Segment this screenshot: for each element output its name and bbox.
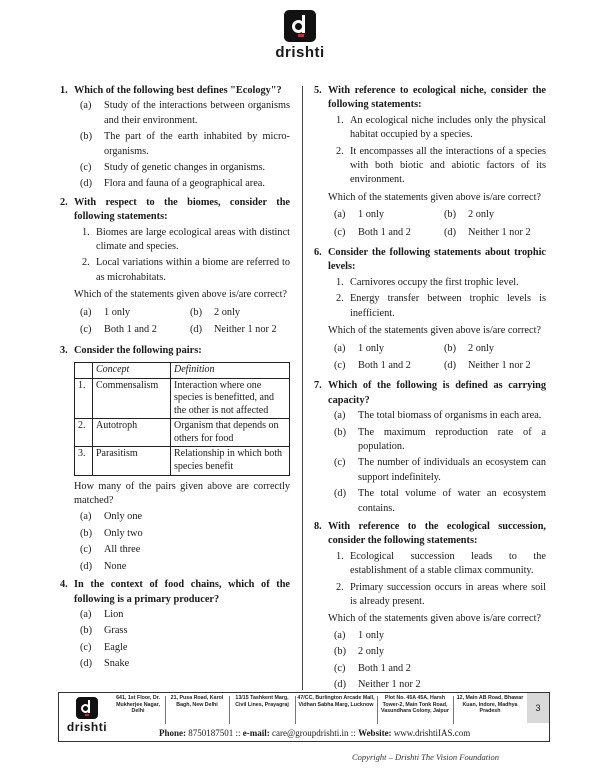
contact-separator: :: — [235, 728, 241, 738]
option-text: 2 only — [358, 646, 385, 658]
option-label: (a) — [80, 306, 92, 318]
statement-number: 1. — [336, 276, 344, 288]
footer — [58, 692, 550, 742]
statement-text: Energy transfer between trophic levels is inefficient. — [350, 293, 546, 319]
option-text: 1 only — [358, 629, 385, 641]
answer-option[interactable] — [80, 657, 290, 671]
option-label: (c) — [334, 359, 346, 371]
answer-option[interactable] — [334, 456, 546, 485]
pairs-table-header — [75, 362, 290, 378]
statement-item — [78, 226, 290, 255]
statement-number: 2. — [336, 581, 344, 593]
answer-option[interactable] — [80, 624, 290, 638]
option-label: (c) — [80, 162, 92, 174]
option-text: None — [104, 560, 127, 572]
email-link[interactable]: care@groupdrishti.in — [272, 728, 349, 738]
drishti-logo — [274, 10, 326, 61]
table-cell: Relationship in which both species benefit — [171, 447, 290, 475]
right-column — [314, 84, 546, 696]
question-number: 5. — [314, 85, 322, 96]
answer-option[interactable] — [80, 510, 290, 524]
table-cell: Commensalism — [93, 378, 171, 419]
option-text: All three — [104, 544, 141, 556]
statement-text: Primary succession occurs in areas where soil is already present. — [350, 581, 546, 607]
answer-option[interactable] — [80, 527, 290, 541]
option-text: Study of the interactions between organisms and their environment. — [104, 100, 290, 126]
page-number: 3 — [527, 693, 549, 723]
option-label: (b) — [334, 426, 347, 438]
option-text: Lion — [104, 608, 124, 620]
question-number: 1. — [60, 85, 68, 96]
question-text: With reference to the ecological succession, consider the following statements: — [328, 520, 546, 547]
brand-name: drishti — [275, 44, 325, 61]
address-prayagraj: 13/15 Tashkent Marg, Civil Lines, Prayagraj — [235, 695, 289, 708]
statement-item — [332, 276, 546, 290]
option-text: 2 only — [214, 306, 241, 318]
answer-option[interactable] — [80, 641, 290, 655]
question-block — [60, 196, 290, 340]
address-separator — [165, 696, 166, 724]
option-label: (b) — [190, 306, 203, 318]
column-divider — [302, 86, 303, 690]
option-label: (b) — [80, 527, 93, 539]
pairs-table-header-cell: Concept — [93, 362, 171, 378]
statement-item — [78, 256, 290, 285]
option-text: Neither 1 nor 2 — [468, 359, 531, 371]
answer-option[interactable] — [334, 645, 546, 659]
answer-option[interactable] — [444, 226, 554, 240]
statement-number: 2. — [336, 145, 344, 157]
question-number: 8. — [314, 520, 322, 532]
answer-option[interactable] — [444, 342, 554, 356]
answer-option[interactable] — [80, 560, 290, 574]
table-row — [75, 378, 290, 419]
website-link[interactable]: www.drishtiIAS.com — [393, 728, 471, 738]
address-separator — [295, 696, 296, 724]
option-label: (d) — [334, 488, 347, 500]
option-text: Eagle — [104, 641, 128, 653]
option-text: Both 1 and 2 — [358, 662, 411, 674]
statement-item — [332, 292, 546, 321]
option-label: (b) — [444, 209, 457, 221]
question-text: In the context of food chains, which of the following is a primary producer? — [74, 579, 290, 605]
table-cell: 2. — [75, 419, 93, 447]
statement-item — [332, 145, 546, 188]
answer-option[interactable] — [190, 306, 300, 320]
table-row — [75, 419, 290, 447]
question-prompt: Which of the statements given above is/are correct? — [328, 613, 541, 625]
option-text: Only one — [104, 511, 143, 523]
option-label: (d) — [80, 658, 93, 670]
table-row — [75, 447, 290, 475]
answer-option[interactable] — [190, 323, 300, 337]
footer-contact — [159, 728, 470, 738]
address-karol-bagh: 21, Pusa Road, Karol Bagh, New Delhi — [170, 695, 224, 708]
statement-text: It encompasses all the interactions of a species with both biotic and abiotic factors of its environment. — [350, 145, 546, 186]
option-label: (b) — [80, 131, 93, 143]
option-label: (c) — [334, 226, 346, 238]
footer-brand-name: drishti — [66, 720, 108, 734]
address-jaipur: Plot No. 45A 45A, Harsh Tower-2, Main Tonk Road, Vasundhara Colony, Jaipur — [381, 695, 449, 715]
statement-text: Local variations within a biome are referred to as microhabitats. — [96, 257, 290, 283]
answer-option[interactable] — [80, 323, 190, 337]
statement-number: 1. — [336, 114, 344, 126]
option-label: (c) — [80, 324, 92, 336]
option-text: 2 only — [468, 342, 495, 354]
option-label: (d) — [190, 324, 203, 336]
option-label: (d) — [334, 679, 347, 691]
answer-option[interactable] — [80, 99, 290, 128]
option-text: The maximum reproduction rate of a population. — [358, 426, 546, 452]
address-separator — [229, 696, 230, 724]
question-text: Consider the following pairs: — [74, 344, 202, 356]
option-text: 1 only — [104, 306, 131, 318]
option-text: Both 1 and 2 — [104, 324, 157, 336]
option-label: (a) — [80, 100, 92, 112]
statement-text: Carnivores occupy the first trophic level. — [350, 276, 519, 288]
option-label: (c) — [334, 457, 346, 469]
option-text: Grass — [104, 625, 128, 637]
option-text: Neither 1 nor 2 — [358, 679, 421, 691]
question-prompt: How many of the pairs given above are correctly matched? — [74, 480, 290, 507]
option-text: The total volume of water an ecosystem contains. — [358, 488, 546, 514]
copyright: Copyright – Drishti The Vision Foundation — [352, 752, 499, 762]
question-number: 7. — [314, 380, 322, 392]
pairs-table-header-cell — [75, 362, 93, 378]
question-block — [314, 246, 546, 375]
table-cell: Interaction where one species is benefitted, and the other is not affected — [171, 378, 290, 419]
option-label: (a) — [334, 410, 346, 422]
drishti-logo-icon — [284, 10, 316, 42]
answer-option[interactable] — [80, 177, 290, 191]
address-indore: 12, Main AB Road, Bhawar Kuan, Indore, Madhya Pradesh — [456, 695, 524, 715]
answer-option[interactable] — [334, 342, 444, 356]
answer-option[interactable] — [334, 226, 444, 240]
option-label: (b) — [80, 625, 93, 637]
answer-option[interactable] — [444, 359, 554, 373]
option-label: (a) — [334, 209, 346, 221]
option-text: 1 only — [358, 209, 385, 221]
option-label: (b) — [334, 646, 347, 658]
option-label: (a) — [80, 511, 92, 523]
statement-item — [332, 550, 546, 579]
contact-separator: :: — [350, 728, 356, 738]
option-text: The number of individuals an ecosystem can support indefinitely. — [358, 457, 546, 483]
pairs-table-header-cell: Definition — [171, 362, 290, 378]
option-label: (a) — [334, 342, 346, 354]
question-text: Consider the following statements about trophic levels: — [328, 247, 546, 273]
address-separator — [377, 696, 378, 724]
option-label: (b) — [444, 342, 457, 354]
answer-option[interactable] — [334, 487, 546, 516]
question-block — [314, 520, 546, 692]
table-cell: Organism that depends on others for food — [171, 419, 290, 447]
option-text: Only two — [104, 527, 143, 539]
options-grid — [334, 341, 546, 376]
question-prompt: Which of the statements given above is/are correct? — [328, 191, 541, 203]
table-cell: 1. — [75, 378, 93, 419]
pairs-table — [74, 362, 290, 476]
question-number: 3. — [60, 344, 68, 356]
question-text: Which of the following is defined as carrying capacity? — [328, 380, 546, 406]
answer-option[interactable] — [334, 359, 444, 373]
option-label: (c) — [80, 641, 92, 653]
answer-option[interactable] — [334, 409, 546, 423]
option-label: (c) — [80, 544, 92, 556]
phone-label: Phone: — [159, 728, 186, 738]
statement-item — [332, 581, 546, 610]
answer-option[interactable] — [334, 662, 546, 676]
statement-item — [332, 114, 546, 143]
answer-option[interactable] — [334, 208, 444, 222]
option-text: The part of the earth inhabited by micro-organisms. — [104, 131, 290, 157]
answer-option[interactable] — [80, 130, 290, 159]
option-label: (d) — [80, 178, 93, 190]
answer-option[interactable] — [80, 543, 290, 557]
statement-text: Biomes are large ecological areas with distinct climate and species. — [96, 226, 290, 253]
table-cell: 3. — [75, 447, 93, 475]
answer-option[interactable] — [80, 608, 290, 622]
question-block — [60, 578, 290, 671]
statement-text: An ecological niche includes only the physical habitat occupied by a species. — [350, 114, 546, 141]
option-label: (a) — [334, 629, 346, 641]
question-block — [314, 84, 546, 242]
option-label: (c) — [334, 662, 346, 674]
table-cell: Parasitism — [93, 447, 171, 475]
answer-option[interactable] — [80, 161, 290, 175]
footer-logo — [63, 697, 111, 734]
website-label: Website: — [358, 728, 392, 738]
left-column — [60, 84, 290, 676]
question-number: 2. — [60, 196, 68, 208]
question-block — [60, 344, 290, 575]
address-lucknow: 47/CC, Burlington Arcade Mall, Vidhan Sabha Marg, Lucknow — [297, 695, 375, 708]
email-label: e-mail: — [242, 728, 270, 738]
question-number: 4. — [60, 579, 68, 591]
answer-option[interactable] — [444, 208, 554, 222]
answer-option[interactable] — [334, 426, 546, 455]
address-delhi-mukherjee-nagar: 641, 1st Floor, Dr. Mukherjee Nagar, Delhi — [116, 695, 160, 715]
statement-number: 1. — [82, 226, 90, 238]
question-block — [314, 379, 546, 516]
option-text: Both 1 and 2 — [358, 359, 411, 371]
option-text: The total biomass of organisms in each area. — [358, 410, 542, 422]
option-text: Neither 1 nor 2 — [468, 226, 531, 238]
question-text: With respect to the biomes, consider the following statements: — [74, 196, 290, 223]
option-label: (d) — [444, 359, 457, 371]
options-grid — [80, 305, 290, 340]
phone-number[interactable]: 8750187501 — [188, 728, 234, 738]
question-prompt: Which of the statements given above is/are correct? — [74, 289, 287, 301]
answer-option[interactable] — [80, 306, 190, 320]
option-label: (d) — [444, 226, 457, 238]
question-prompt: Which of the statements given above is/are correct? — [328, 325, 541, 337]
option-label: (d) — [80, 560, 93, 572]
answer-option[interactable] — [334, 678, 546, 692]
question-text: With reference to ecological niche, consider the following statements: — [328, 85, 546, 111]
option-text: Both 1 and 2 — [358, 226, 411, 238]
statement-number: 2. — [82, 257, 90, 269]
table-cell: Autotroph — [93, 419, 171, 447]
question-block — [60, 84, 290, 192]
question-text: Which of the following best defines "Ecology"? — [74, 85, 282, 96]
option-text: Neither 1 nor 2 — [214, 324, 277, 336]
option-text: Snake — [104, 658, 130, 670]
question-number: 6. — [314, 247, 322, 259]
option-text: 1 only — [358, 342, 385, 354]
options-grid — [334, 207, 546, 242]
statement-number: 1. — [336, 550, 344, 562]
option-label: (a) — [80, 608, 92, 620]
footer-logo-icon — [76, 697, 98, 719]
option-text: 2 only — [468, 209, 495, 221]
statement-number: 2. — [336, 293, 344, 305]
statement-text: Ecological succession leads to the establishment of a stable climax community. — [350, 550, 546, 577]
address-separator — [453, 696, 454, 724]
answer-option[interactable] — [334, 629, 546, 643]
option-text: Study of genetic changes in organisms. — [104, 162, 266, 174]
option-text: Flora and fauna of a geographical area. — [104, 178, 265, 190]
